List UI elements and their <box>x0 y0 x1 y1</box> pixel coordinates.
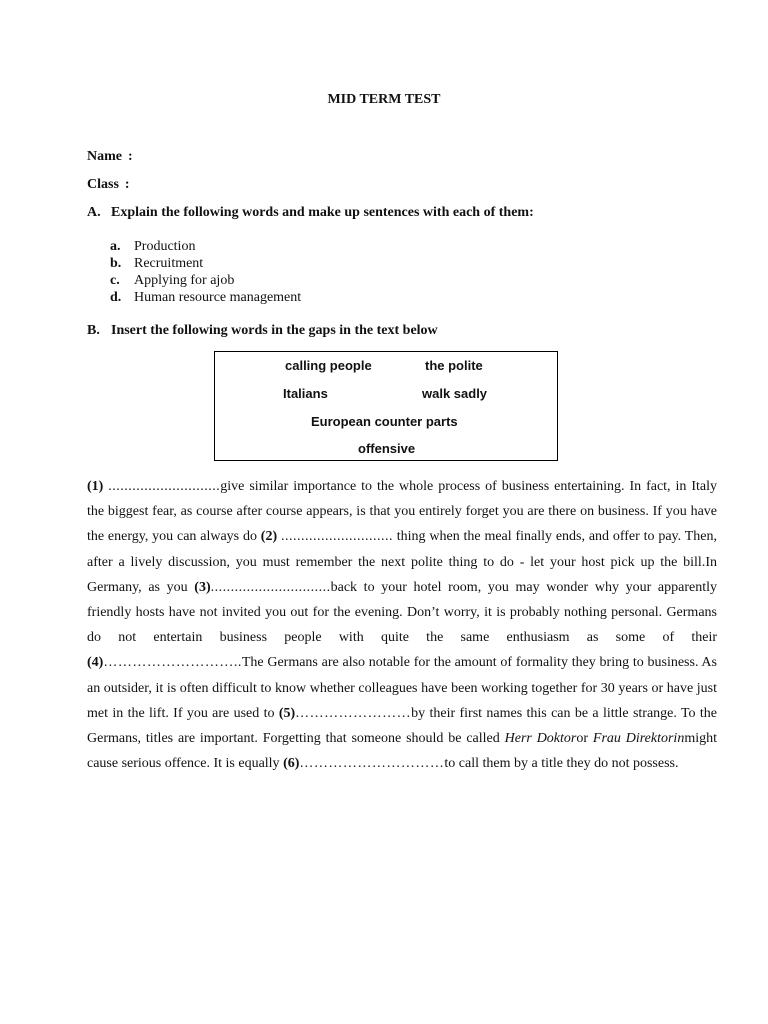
gap-fill-passage <box>87 474 717 776</box>
list-marker: c. <box>110 273 120 288</box>
list-item <box>110 255 301 272</box>
list-marker: a. <box>110 239 121 254</box>
passage-text: by their first names this can be a little strange. To the Germans, titles are important. Forgetting that someone should be called <box>87 705 717 747</box>
word-bank-item: the polite <box>425 358 483 373</box>
gap-number: (6) <box>283 756 300 772</box>
gap-number: (1) <box>87 479 104 494</box>
word-bank-item: Italians <box>283 386 328 401</box>
gap-blank: ………………………… <box>299 756 445 772</box>
class-field <box>87 177 130 193</box>
word-bank-item: European counter parts <box>311 414 458 429</box>
vocabulary-list <box>110 238 301 306</box>
section-b-instruction: Insert the following words in the gaps in the text below <box>111 323 438 338</box>
list-item-text: Recruitment <box>134 256 204 271</box>
italic-term: Frau Direktorin <box>592 731 685 747</box>
list-item <box>110 238 301 255</box>
list-item-text: Production <box>134 239 196 254</box>
name-colon: : <box>128 149 133 164</box>
passage-text: The Germans are also notable for the amount of formality they bring to business. As an outsider, it is often difficult to know whether colleagues have been working together for 30 years or have just met in the lift. If you are used to <box>87 655 717 721</box>
name-field <box>87 149 133 165</box>
word-bank-item: calling people <box>285 358 372 373</box>
gap-blank: …………………… <box>295 705 412 721</box>
passage-text: give similar importance to the whole process of business entertaining. In fact, in Italy the biggest fear, as course after course appears, is that you entirely forget you are there on business. If you have the energy, you can always do <box>87 479 718 545</box>
gap-number: (2) <box>260 529 278 545</box>
list-item-text: Applying for ajob <box>134 273 235 288</box>
class-colon: : <box>124 177 130 192</box>
gap-number: (4) <box>87 655 104 671</box>
list-item <box>110 272 301 289</box>
word-bank-item: offensive <box>358 441 416 456</box>
section-a-heading <box>87 205 534 221</box>
section-a-letter: A. <box>87 205 101 220</box>
passage-text: thing when the meal finally ends, and offer to pay. Then, after a lively discussion, you must remember the next polite thing to do - let your host pick up the bill.In Germany, as you <box>87 529 717 595</box>
gap-number: (3) <box>194 579 211 595</box>
gap-blank: ............................ <box>108 479 221 494</box>
list-marker: d. <box>110 290 122 305</box>
section-a-instruction: Explain the following words and make up sentences with each of them: <box>111 205 534 220</box>
passage-text: back to your hotel room, you may wonder why your apparently friendly hosts have not invited you out for the evening. Don’t worry, it is probably nothing personal. Germans do not entertain business people with quite the same enthusiasm as some of their <box>87 579 717 646</box>
passage-text: or <box>576 731 593 747</box>
word-bank-item: walk sadly <box>422 386 488 401</box>
list-item <box>110 289 301 306</box>
section-b-heading <box>87 323 438 339</box>
italic-term: Herr Doktor <box>504 731 577 747</box>
section-b-letter: B. <box>87 323 100 338</box>
list-marker: b. <box>110 256 122 271</box>
list-item-text: Human resource management <box>134 290 302 305</box>
word-bank-box <box>214 351 558 461</box>
gap-blank: ............................ <box>280 529 393 545</box>
gap-blank: .............................. <box>210 579 331 595</box>
class-label: Class <box>87 177 119 192</box>
page-title: MID TERM TEST <box>327 92 441 107</box>
gap-blank: ……………………….. <box>103 655 242 671</box>
name-label: Name <box>87 149 122 164</box>
passage-text: might cause serious offence. It is equally <box>87 731 717 772</box>
gap-number: (5) <box>278 705 296 721</box>
passage-text: to call them by a title they do not possess. <box>444 756 679 772</box>
